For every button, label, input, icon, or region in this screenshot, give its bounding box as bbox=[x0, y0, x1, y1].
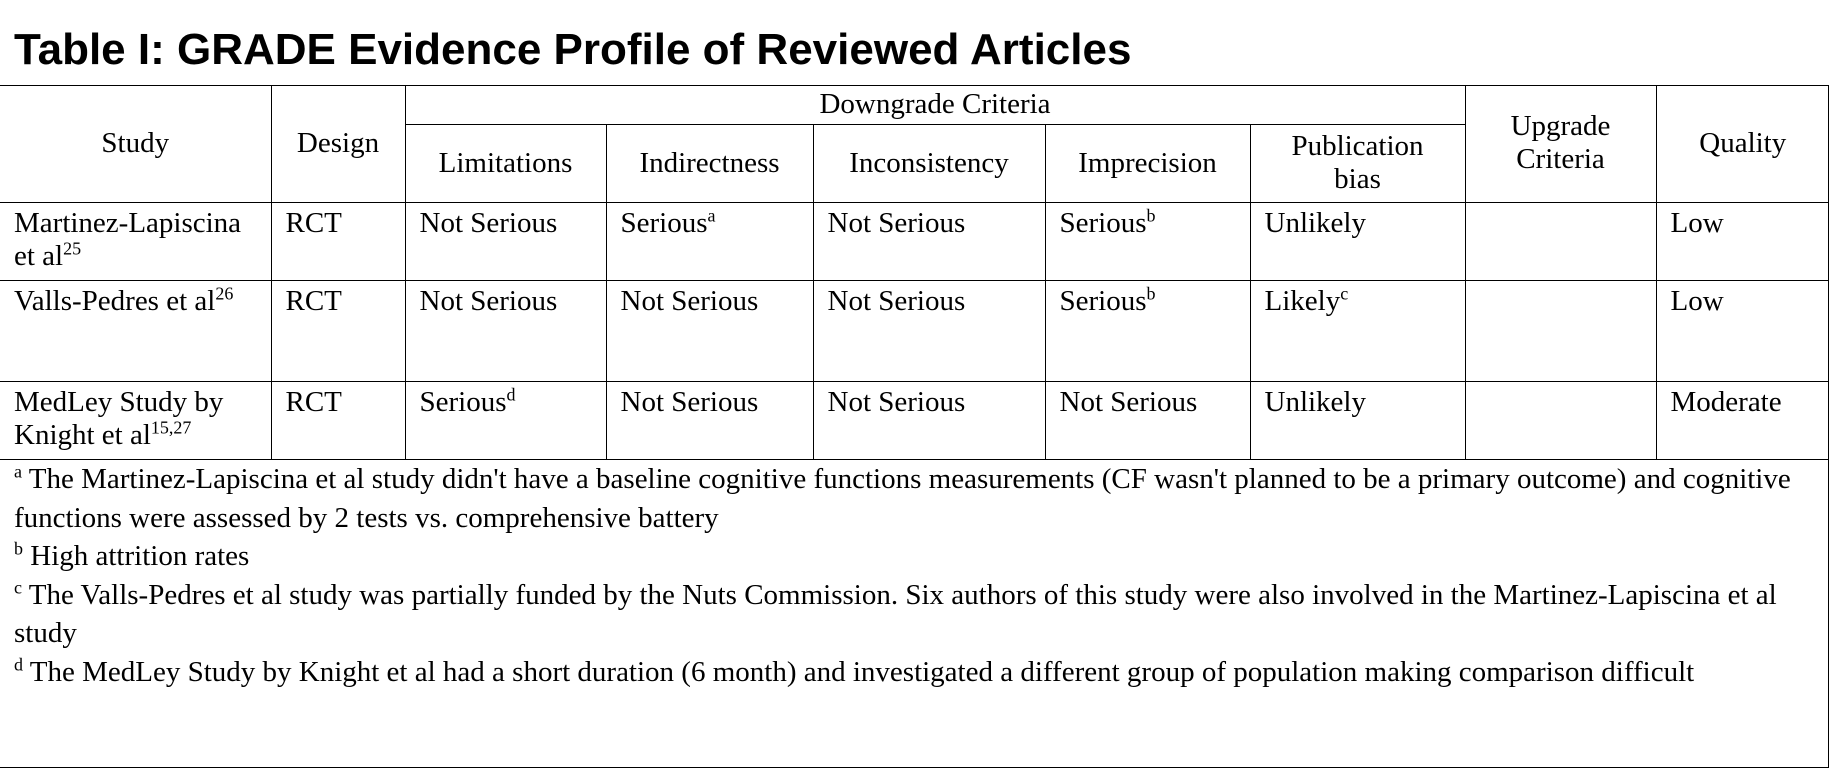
publication-bias-cell bbox=[1250, 202, 1465, 280]
limitations-cell bbox=[405, 280, 606, 381]
header-publication-bias bbox=[1250, 124, 1465, 202]
grade-evidence-table bbox=[0, 85, 1829, 460]
limitations-cell bbox=[405, 202, 606, 280]
study-name: Valls-Pedres et al bbox=[14, 284, 216, 317]
footnote-text: The Martinez-Lapiscina et al study didn't have a baseline cognitive functions measurements (CF wasn't planned to be a primary outcome) and cognitive functions were assessed by 2 tests vs. comprehensive battery bbox=[14, 463, 1791, 534]
limitations-value: Not Serious bbox=[419, 284, 558, 317]
indirectness-cell bbox=[606, 202, 813, 280]
indirectness-value: Serious bbox=[620, 206, 708, 239]
header-upgrade-criteria bbox=[1465, 85, 1656, 202]
table-row bbox=[0, 381, 1829, 459]
footnote-text: The MedLey Study by Knight et al had a short duration (6 month) and investigated a different group of population making comparison difficult bbox=[29, 655, 1695, 688]
imprecision-cell bbox=[1045, 202, 1250, 280]
study-cell bbox=[0, 280, 271, 381]
imprecision-value: Not Serious bbox=[1059, 385, 1198, 418]
study-cell bbox=[0, 202, 271, 280]
inconsistency-cell: Not Serious bbox=[813, 280, 1045, 381]
footnote-mark: d bbox=[14, 653, 23, 674]
study-ref: 26 bbox=[215, 282, 234, 303]
header-inconsistency: Inconsistency bbox=[813, 124, 1045, 202]
upgrade-cell bbox=[1465, 381, 1656, 459]
publication-bias-cell bbox=[1250, 280, 1465, 381]
publication-bias-value: Likely bbox=[1264, 284, 1341, 317]
header-downgrade-criteria: Downgrade Criteria bbox=[405, 85, 1465, 124]
publication-bias-value: Unlikely bbox=[1264, 385, 1366, 418]
quality-cell: Moderate bbox=[1656, 381, 1829, 459]
header-indirectness: Indirectness bbox=[606, 124, 813, 202]
header-publication-bias-label: Publication bias bbox=[1291, 130, 1424, 195]
indirectness-cell bbox=[606, 381, 813, 459]
indirectness-value: Not Serious bbox=[620, 284, 759, 317]
imprecision-cell bbox=[1045, 280, 1250, 381]
study-ref: 15,27 bbox=[150, 416, 192, 437]
design-cell: RCT bbox=[271, 280, 405, 381]
imprecision-footnote-mark: b bbox=[1146, 282, 1156, 303]
footnote-mark: b bbox=[14, 538, 23, 559]
inconsistency-cell: Not Serious bbox=[813, 202, 1045, 280]
upgrade-cell bbox=[1465, 202, 1656, 280]
imprecision-footnote-mark: b bbox=[1146, 204, 1156, 225]
upgrade-cell bbox=[1465, 280, 1656, 381]
footnote bbox=[14, 460, 1804, 537]
header-limitations: Limitations bbox=[405, 124, 606, 202]
publication-bias-footnote-mark: c bbox=[1340, 282, 1349, 303]
footnote bbox=[14, 576, 1804, 653]
header-imprecision: Imprecision bbox=[1045, 124, 1250, 202]
header-study: Study bbox=[0, 85, 271, 202]
header-row-1 bbox=[0, 85, 1829, 124]
quality-cell: Low bbox=[1656, 202, 1829, 280]
quality-cell: Low bbox=[1656, 280, 1829, 381]
imprecision-value: Serious bbox=[1059, 206, 1147, 239]
footnotes bbox=[14, 460, 1804, 691]
header-upgrade-label: Upgrade Criteria bbox=[1510, 110, 1611, 176]
indirectness-value: Not Serious bbox=[620, 385, 759, 418]
publication-bias-value: Unlikely bbox=[1264, 206, 1366, 239]
study-cell bbox=[0, 381, 271, 459]
inconsistency-cell: Not Serious bbox=[813, 381, 1045, 459]
indirectness-footnote-mark: a bbox=[707, 204, 716, 225]
limitations-cell bbox=[405, 381, 606, 459]
design-cell: RCT bbox=[271, 202, 405, 280]
footnote-text: High attrition rates bbox=[30, 540, 250, 572]
publication-bias-cell bbox=[1250, 381, 1465, 459]
footnote bbox=[14, 537, 1804, 576]
limitations-value: Serious bbox=[419, 385, 507, 418]
design-cell: RCT bbox=[271, 381, 405, 459]
table-row bbox=[0, 280, 1829, 381]
indirectness-cell bbox=[606, 280, 813, 381]
header-quality: Quality bbox=[1656, 85, 1829, 202]
footnote-mark: c bbox=[14, 576, 22, 597]
limitations-footnote-mark: d bbox=[506, 383, 516, 404]
study-ref: 25 bbox=[63, 237, 82, 258]
table-row bbox=[0, 202, 1829, 280]
footnote-text: The Valls-Pedres et al study was partially funded by the Nuts Commission. Six authors of this study were also involved in the Martinez-Lapiscina et al study bbox=[14, 578, 1777, 649]
study-name: Martinez-Lapiscina et al bbox=[14, 206, 242, 272]
footnote-mark: a bbox=[14, 461, 22, 482]
table-title: Table I: GRADE Evidence Profile of Reviewed Articles bbox=[14, 25, 1132, 74]
limitations-value: Not Serious bbox=[419, 206, 558, 239]
header-design: Design bbox=[271, 85, 405, 202]
footnote bbox=[14, 653, 1804, 692]
imprecision-value: Serious bbox=[1059, 284, 1147, 317]
study-name: MedLey Study by Knight et al bbox=[14, 385, 224, 451]
imprecision-cell bbox=[1045, 381, 1250, 459]
